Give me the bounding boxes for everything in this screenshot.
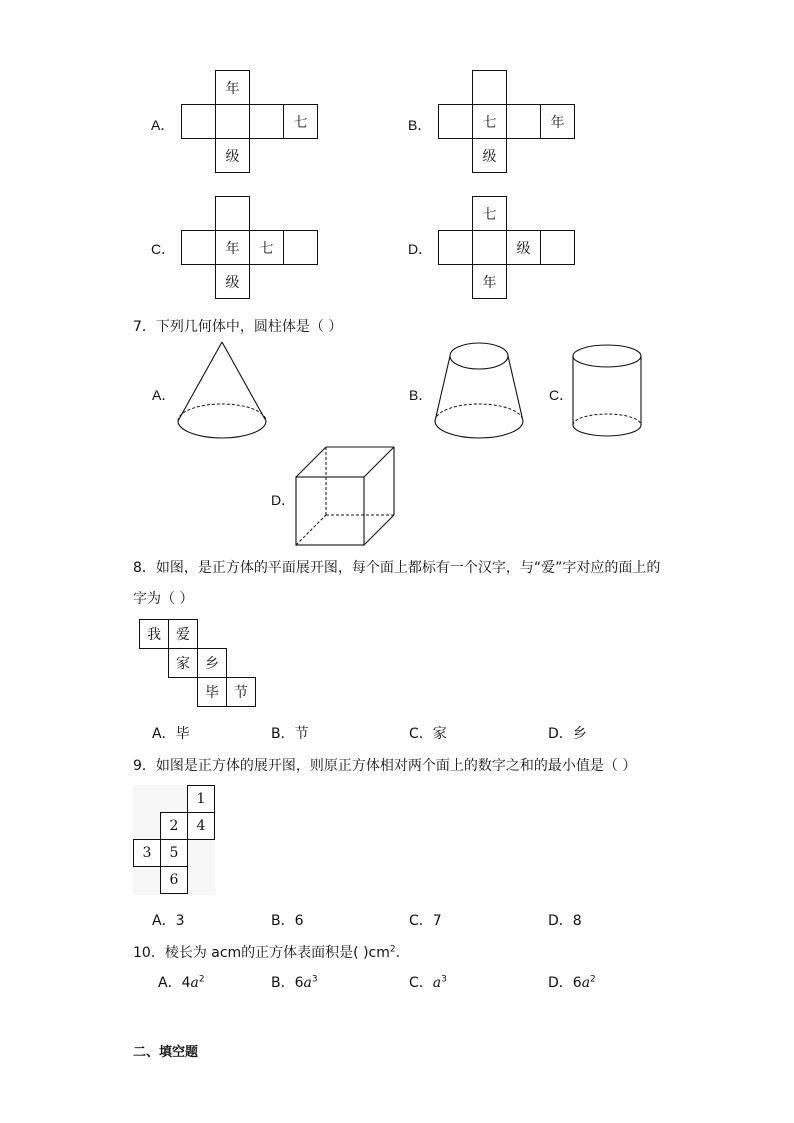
- cone-figure: [172, 338, 272, 444]
- q10-option-d-var: a: [581, 975, 591, 991]
- q10-option-b-exp: 3: [311, 974, 318, 985]
- q6c-cell-r4: [283, 230, 318, 265]
- q6b-cell-top: [472, 70, 507, 105]
- q6a-cell-r4: 七: [283, 104, 318, 139]
- q10-option-c-exp: 3: [441, 974, 447, 985]
- q9-cell-4: 4: [187, 812, 215, 840]
- q6b-cell-r4: 年: [540, 104, 575, 139]
- q6b-cell-r2: 七: [472, 104, 507, 139]
- q6a-cell-r2: [215, 104, 250, 139]
- q10-option-a-exp: 2: [198, 974, 205, 985]
- q9-stem: 9．如图是正方体的展开图，则原正方体相对两个面上的数字之和的最小值是（ ）: [133, 758, 637, 774]
- q8-cell-wo: 我: [139, 619, 169, 649]
- q6d-cell-r1: [438, 230, 473, 265]
- q7-stem: 7．下列几何体中，圆柱体是（ ）: [133, 319, 343, 335]
- q6-option-a: [150, 70, 330, 175]
- q6c-cell-r2: 年: [215, 230, 250, 265]
- q10-option-d-label: D．6: [548, 975, 582, 991]
- q6-option-d-label: D．: [408, 241, 433, 257]
- q7-option-c-label: C．: [549, 387, 574, 403]
- q8-cell-jie: 节: [226, 677, 256, 707]
- q9-cell-1: 1: [187, 785, 215, 813]
- q8-cell-xiang: 乡: [197, 648, 227, 678]
- q6b-cell-bottom: 级: [472, 138, 507, 173]
- q6b-cell-r1: [438, 104, 473, 139]
- q6c-cell-bottom: 级: [215, 264, 250, 299]
- q9-cell-3: 3: [133, 839, 161, 867]
- q6d-cell-r3: 级: [506, 230, 541, 265]
- q9-cell-2: 2: [160, 812, 188, 840]
- q10-option-b: [271, 972, 318, 992]
- cube-figure: [292, 444, 398, 548]
- q7-option-d-label: D．: [271, 492, 296, 508]
- section-heading: 二、填空题: [133, 1045, 199, 1060]
- q8-option-b: B．节: [271, 726, 309, 742]
- q10-option-a-label: A．4: [158, 975, 191, 991]
- frustum-figure: [429, 338, 529, 444]
- q8-stem-line2: 字为（ ）: [133, 591, 194, 607]
- q9-net: [133, 785, 215, 895]
- q8-net: [139, 619, 259, 709]
- q6d-cell-bottom: 年: [472, 264, 507, 299]
- q10-stem-sup: 2: [389, 944, 396, 955]
- q10-option-b-label: B．6: [271, 975, 304, 991]
- q8-option-c: C．家: [409, 726, 447, 742]
- q7-option-b-label: B．: [409, 387, 433, 403]
- q8-cell-bi: 毕: [197, 677, 227, 707]
- q10-stem-prefix: 10．棱长为 acm的正方体表面积是( )cm: [133, 945, 390, 961]
- q9-cell-5: 5: [160, 839, 188, 867]
- q8-cell-jia: 家: [168, 648, 198, 678]
- q8-cell-ai: 爱: [168, 619, 198, 649]
- q6-option-c: [150, 196, 330, 301]
- q9-option-a: A．3: [152, 913, 185, 929]
- q7-option-a-label: A．: [152, 387, 176, 403]
- q6c-cell-r1: [181, 230, 216, 265]
- q10-option-a: [158, 972, 205, 992]
- q10-stem-suffix: .: [395, 945, 401, 961]
- q10-stem: [133, 942, 400, 962]
- q8-option-a: A．毕: [152, 726, 190, 742]
- q6-option-c-label: C．: [151, 241, 176, 257]
- q10-option-a-var: a: [190, 975, 199, 991]
- q9-option-b: B．6: [271, 913, 304, 929]
- q10-option-d: [548, 972, 596, 992]
- q10-option-c-var: a: [432, 975, 442, 991]
- q6d-cell-top: 七: [472, 196, 507, 231]
- q6a-cell-bottom: 级: [215, 138, 250, 173]
- q6a-cell-top: 年: [215, 70, 250, 105]
- q6a-cell-r1: [181, 104, 216, 139]
- q9-cell-6: 6: [160, 866, 188, 894]
- q6-option-a-label: A．: [151, 117, 175, 133]
- q9-option-d: D．8: [548, 913, 582, 929]
- q8-option-d: D．乡: [548, 726, 587, 742]
- q6c-cell-r3: 七: [249, 230, 284, 265]
- q10-option-d-exp: 2: [590, 974, 596, 985]
- q6b-cell-r3: [506, 104, 541, 139]
- q10-option-c-label: C．: [409, 975, 433, 991]
- q10-option-c: [409, 972, 447, 992]
- q6-option-b: [407, 70, 587, 175]
- q6a-cell-r3: [249, 104, 284, 139]
- q6-option-d: [407, 196, 587, 301]
- q10-option-b-var: a: [303, 975, 312, 991]
- q6c-cell-top: [215, 196, 250, 231]
- q9-option-c: C．7: [409, 913, 442, 929]
- q6d-cell-r2: [472, 230, 507, 265]
- cylinder-figure: [567, 338, 649, 444]
- q8-stem-line1: 8．如图，是正方体的平面展开图，每个面上都标有一个汉字，与“爱”字对应的面上的: [133, 560, 661, 576]
- q6d-cell-r4: [540, 230, 575, 265]
- q6-option-b-label: B．: [408, 117, 432, 133]
